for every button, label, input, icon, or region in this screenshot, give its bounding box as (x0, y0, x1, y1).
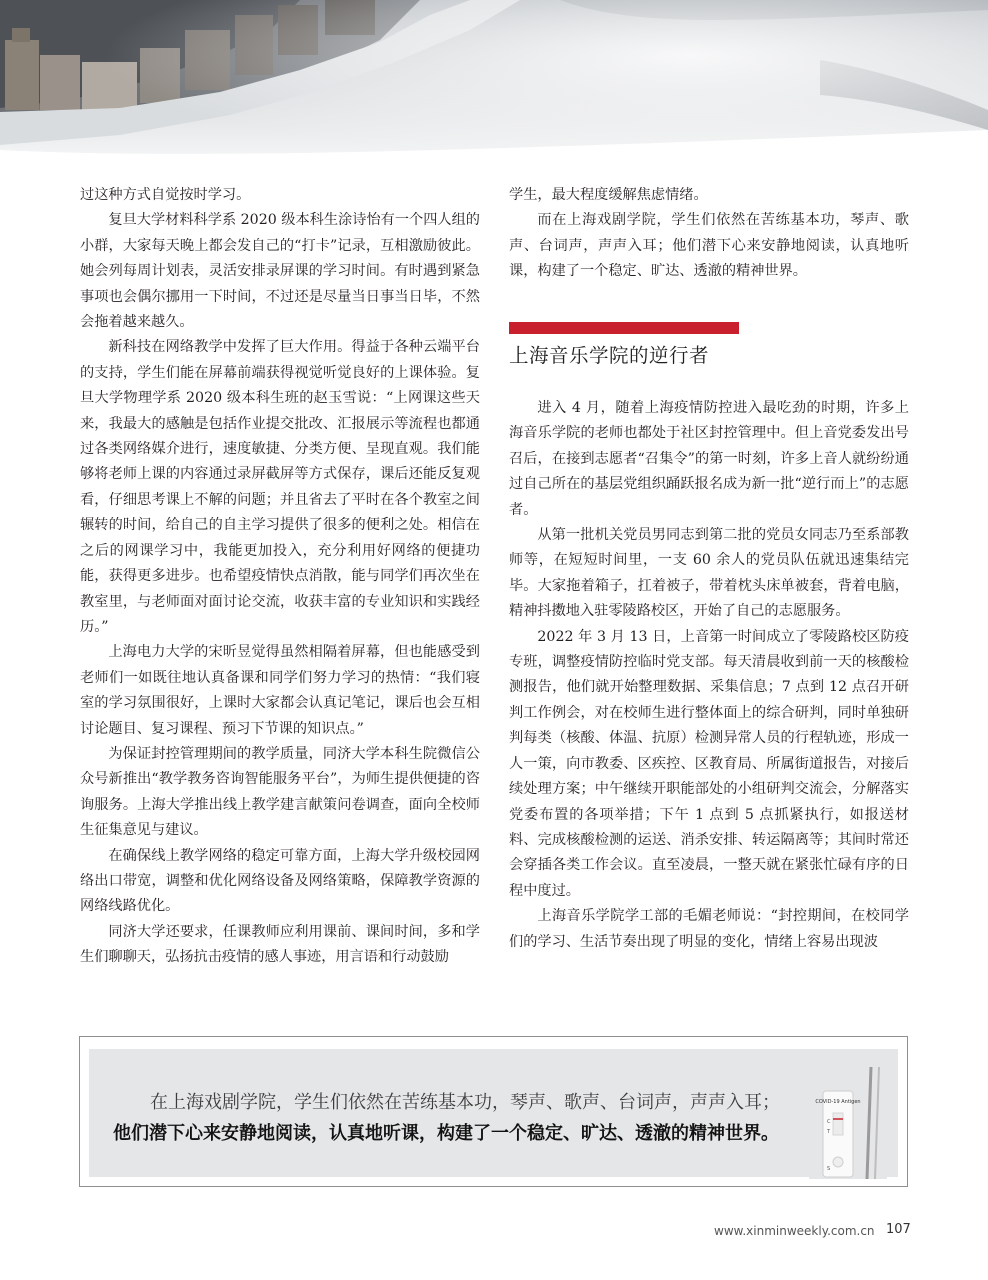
paragraph: 从第一批机关党员男同志到第二批的党员女同志乃至系部教师等，在短短时间里，一支 60 余人的党员队伍就迅速集结完毕。大家拖着箱子，扛着被子，带着枕头床单被套，背着电脑，精神抖擞地入驻零陵路校区，开始了自己的志愿服务。 (509, 527, 909, 620)
antigen-test-kit-icon (809, 1067, 887, 1179)
pull-quote-background (89, 1049, 898, 1177)
pull-quote-line-1: 在上海戏剧学院，学生们依然在苦练基本功，琴声、歌声、台词声，声声入耳； (150, 1092, 780, 1113)
pull-quote-line-2: 他们潜下心来安静地阅读，认真地听课，构建了一个稳定、旷达、透澈的精神世界。 (113, 1123, 779, 1144)
paragraph: 在确保线上教学网络的稳定可靠方面，上海大学升级校园网络出口带宽，调整和优化网络设备及网络策略，保障教学资源的网络线路优化。 (80, 847, 480, 915)
fog-overlay (0, 0, 988, 185)
paragraph: 过这种方式自觉按时学习。 (80, 187, 251, 203)
kit-mark-c: C (827, 1119, 831, 1125)
pull-quote-box (79, 1036, 908, 1187)
paragraph: 上海电力大学的宋昕昱觉得虽然相隔着屏幕，但也能感受到老师们一如既往地认真备课和同学们努力学习的热情：“我们寝室的学习氛围很好，上课时大家都会认真记笔记，课后也会互相讨论题目、复习课程、预习下节课的知识点。” (80, 644, 480, 737)
paragraph: 学生，最大程度缓解焦虑情绪。 (509, 187, 708, 203)
section-accent-bar (509, 322, 739, 334)
paragraph: 上海音乐学院学工部的毛媚老师说：“封控期间，在校同学们的学习、生活节奏出现了明显的变化，情绪上容易出现波 (509, 908, 909, 950)
hero-photo (0, 0, 988, 185)
paragraph: 2022 年 3 月 13 日，上音第一时间成立了零陵路校区防疫专班，调整疫情防控临时党支部。每天清晨收到前一天的核酸检测报告，他们就开始整理数据、采集信息；7 点到 12 点召开研判工作例会，对在校师生进行整体面上的综合研判，同时单独研判每类（核酸、体温、抗原）检测异常人员的行程轨迹，形成一人一策，向市教委、区疾控、区教育局、所属街道报告，对接后续处理方案；中午继续开职能部处的小组研判交流会，分解落实党委布置的各项举措；下午 1 点到 5 点抓紧执行，如报送材料、完成核酸检测的运送、消杀安排、转运隔离等；其间时常还会穿插各类工作会议。直至凌晨，一整天就在紧张忙碌有序的日程中度过。 (509, 628, 909, 899)
paragraph: 进入 4 月，随着上海疫情防控进入最吃劲的时期，许多上海音乐学院的老师也都处于社区封控管理中。但上音党委发出号召后，在接到志愿者“召集令”的第一时刻，许多上音人就纷纷通过自己所在的基层党组织踊跃报名成为新一批“逆行而上”的志愿者。 (509, 400, 909, 518)
left-column (80, 183, 480, 971)
paragraph: 复旦大学材料科学系 2020 级本科生涂诗怡有一个四人组的小群，大家每天晚上都会发自己的“打卡”记录，互相激励彼此。她会列每周计划表，灵活安排录屏课的学习时间。有时遇到紧急事项也会偶尔挪用一下时间，不过还是尽量当日事当日毕，不然会拖着越来越久。 (80, 212, 480, 331)
footer-website: www.xinminweekly.com.cn (714, 1224, 875, 1238)
right-column-bottom (509, 396, 909, 955)
right-column-top (509, 183, 909, 285)
paragraph: 新科技在网络教学中发挥了巨大作用。得益于各种云端平台的支持，学生们能在屏幕前端获得视觉听觉良好的上课体验。复旦大学物理学系 2020 级本科生班的赵玉雪说：“上网课这些天来，我最大的感触是包括作业提交批改、汇报展示等流程也都通过各类网络媒介进行，速度敏捷、分类方便、呈现直观。我们能够将老师上课的内容通过录屏截屏等方式保存，课后还能反复观看，仔细思考课上不解的问题；并且省去了平时在各个教室之间辗转的时间，给自己的自主学习提供了很多的便利之处。相信在之后的网课学习中，我能更加投入，充分利用好网络的便捷功能，获得更多进步。也希望疫情快点消散，能与同学们再次坐在教室里，与老师面对面讨论交流，收获丰富的专业知识和实践经历。” (80, 339, 480, 635)
paragraph: 同济大学还要求，任课教师应利用课前、课间时间，多和学生们聊聊天，弘扬抗击疫情的感人事迹，用言语和行动鼓励 (80, 923, 480, 966)
kit-mark-t: T (827, 1129, 831, 1135)
kit-label: COVID-19 Antigen (815, 1099, 861, 1105)
paragraph: 为保证封控管理期间的教学质量，同济大学本科生院微信公众号新推出“教学教务咨询智能服务平台”，为师生提供便捷的咨询服务。上海大学推出线上教学建言献策问卷调查，面向全校师生征集意见与建议。 (80, 745, 480, 839)
kit-mark-s: S (827, 1166, 831, 1172)
section-title: 上海音乐学院的逆行者 (509, 344, 710, 367)
page-number: 107 (886, 1222, 911, 1237)
paragraph: 而在上海戏剧学院，学生们依然在苦练基本功，琴声、歌声、台词声，声声入耳；他们潜下心来安静地阅读，认真地听课，构建了一个稳定、旷达、透澈的精神世界。 (509, 212, 909, 280)
